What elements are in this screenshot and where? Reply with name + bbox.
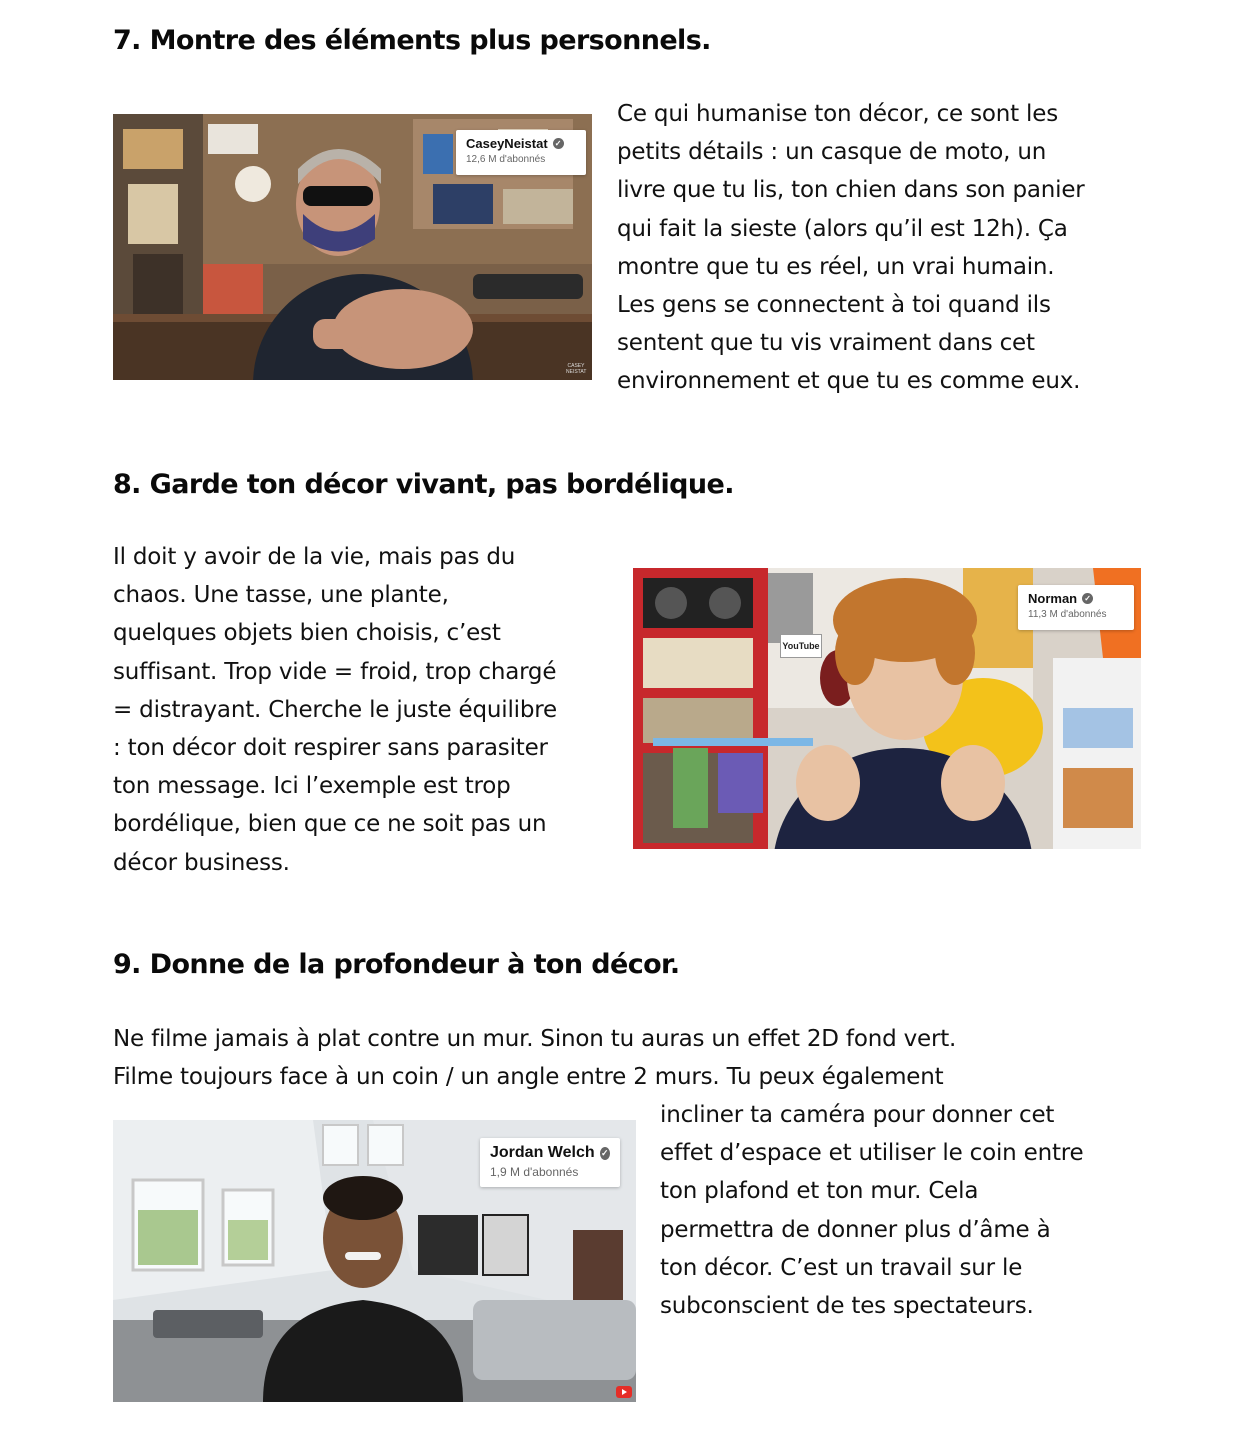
text-line: Ne filme jamais à plat contre un mur. Sinon tu auras un effet 2D fond vert. (113, 1026, 957, 1052)
verified-check-icon: ✓ (601, 1147, 609, 1158)
channel-name: CaseyNeistat (466, 136, 548, 151)
youtube-sign (780, 634, 822, 658)
text-line: effet d’espace et utiliser le coin entre (660, 1140, 1084, 1167)
text-line: Les gens se connectent à toi quand ils (617, 292, 1051, 319)
text-line: = distrayant. Cherche le juste équilibre (113, 696, 557, 723)
subscriber-count: 11,3 M d'abonnés (1028, 609, 1107, 620)
channel-badge (480, 1138, 620, 1187)
channel-name: Norman (1028, 591, 1078, 606)
norman-thumbnail (633, 568, 1141, 849)
text-line: permettra de donner plus d’âme à (660, 1216, 1051, 1243)
channel-badge (1018, 585, 1134, 630)
verified-check-icon: ✓ (1082, 593, 1093, 604)
youtube-logo-icon (616, 1386, 632, 1398)
text-line: Ce qui humanise ton décor, ce sont les (617, 101, 1058, 127)
text-line: chaos. Une tasse, une plante, (113, 582, 449, 609)
text-line: Filme toujours face à un coin / un angle entre 2 murs. Tu peux également (113, 1064, 944, 1091)
channel-name: Jordan Welch (490, 1144, 595, 1161)
text-line: incliner ta caméra pour donner cet (660, 1102, 1055, 1128)
casey-neistat-thumbnail (113, 114, 592, 380)
section-7-heading: 7. Montre des éléments plus personnels. (113, 25, 711, 56)
jordan-welch-thumbnail (113, 1120, 636, 1402)
text-line: Il doit y avoir de la vie, mais pas du (113, 544, 516, 570)
text-line: décor business. (113, 849, 290, 876)
text-line: ton décor. C’est un travail sur le (660, 1254, 1023, 1281)
text-line: subconscient de tes spectateurs. (660, 1293, 1034, 1320)
section-8-paragraph (113, 538, 557, 882)
subscriber-count: 1,9 M d'abonnés (490, 1165, 579, 1179)
text-line: environnement et que tu es comme eux. (617, 368, 1081, 395)
section-8-heading: 8. Garde ton décor vivant, pas bordélique. (113, 469, 734, 500)
subscriber-count: 12,6 M d'abonnés (466, 154, 546, 165)
verified-check-icon: ✓ (553, 138, 564, 149)
text-line: quelques objets bien choisis, c’est (113, 620, 501, 647)
section-9-intro (113, 1020, 956, 1096)
text-line: suffisant. Trop vide = froid, trop chargé (113, 658, 557, 685)
text-line: ton message. Ici l’exemple est trop (113, 773, 511, 800)
section-9-heading: 9. Donne de la profondeur à ton décor. (113, 949, 680, 980)
text-line: petits détails : un casque de moto, un (617, 139, 1047, 166)
text-line: qui fait la sieste (alors qu’il est 12h). Ça (617, 215, 1068, 242)
section-9-paragraph (660, 1096, 1084, 1325)
text-line: montre que tu es réel, un vrai humain. (617, 253, 1055, 280)
text-line: : ton décor doit respirer sans parasiter (113, 735, 548, 762)
video-watermark: CASEY NEISTAT (566, 363, 587, 375)
youtube-sign-text: YouTube (782, 641, 820, 651)
channel-badge (456, 130, 586, 175)
text-line: ton plafond et ton mur. Cela (660, 1178, 979, 1205)
section-7-paragraph (617, 95, 1085, 401)
text-line: sentent que tu vis vraiment dans cet (617, 330, 1035, 357)
text-line: livre que tu lis, ton chien dans son panier (617, 177, 1085, 204)
text-line: bordélique, bien que ce ne soit pas un (113, 811, 547, 838)
